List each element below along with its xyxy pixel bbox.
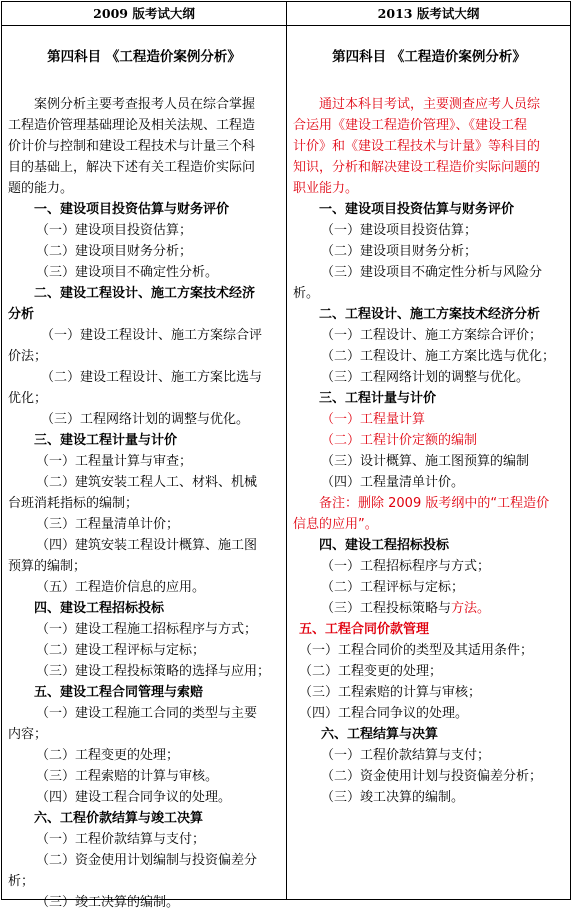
list-item: （一）工程量计算	[321, 412, 426, 427]
list-item: （二）工程设计、施工方案比选与优化；	[321, 349, 556, 364]
subject-title: 第四科目 《工程造价案例分析》	[47, 49, 241, 65]
header-2009: 2009 版考试大纲	[93, 6, 195, 21]
list-item: 析。	[293, 286, 320, 301]
list-item: 台班消耗指标的编制；	[8, 496, 139, 511]
list-item: （四）建筑安装工程设计概算、施工图	[36, 538, 258, 553]
list-item: （三）工程索赔的计算与审核。	[36, 769, 219, 784]
list-item: （二）工程变更的处理；	[299, 664, 443, 679]
column-2013	[293, 26, 565, 808]
section-heading: 四、建设工程招标投标	[319, 538, 450, 553]
list-item: （二）建设项目财务分析；	[36, 244, 193, 259]
text-line: 目的基础上，解决下述有关工程造价实际问	[8, 160, 256, 175]
text-line: 职业能力。	[293, 181, 359, 196]
list-item: （四）建设工程合同争议的处理。	[36, 790, 232, 805]
list-item: 内容；	[8, 727, 48, 742]
list-item: （二）建筑安装工程人工、材料、机械	[36, 475, 258, 490]
list-item: （一）建设项目投资估算；	[321, 223, 478, 238]
header-2013: 2013 版考试大纲	[377, 6, 480, 21]
section-heading: 六、工程结算与决算	[321, 727, 439, 742]
list-item: （一）工程招标程序与方式；	[321, 559, 491, 574]
list-item: （一）工程合同价的类型及其适用条件；	[299, 643, 534, 658]
list-item: （二）建设工程设计、施工方案比选与	[41, 370, 263, 385]
list-item: （二）工程评标与定标；	[321, 580, 465, 595]
list-item-red-text: 方法。	[451, 601, 491, 616]
syllabus-comparison-table	[1, 1, 571, 910]
list-item: （四）工程量清单计价。	[321, 475, 465, 490]
text-line: 题的能力。	[8, 181, 74, 196]
section-heading: 分析	[8, 307, 35, 322]
text-line: 通过本科目考试，主要测查应考人员综	[319, 97, 541, 112]
section-heading: 一、建设项目投资估算与财务评价	[319, 202, 515, 217]
list-item: （四）工程合同争议的处理。	[299, 706, 469, 721]
section-heading: 一、建设项目投资估算与财务评价	[34, 202, 230, 217]
column-2009	[8, 26, 280, 913]
list-item: （一）工程价款结算与支付；	[321, 748, 491, 763]
list-item: （三）建设项目不确定性分析与风险分	[321, 265, 543, 280]
section-heading: 二、工程设计、施工方案技术经济分析	[319, 307, 541, 322]
text-line: 价计价与控制和建设工程技术与计量三个科	[8, 139, 256, 154]
text-line: 工程造价管理基础理论及相关法规、工程造	[8, 118, 256, 133]
list-item: （三）工程网络计划的调整与优化。	[321, 370, 530, 385]
list-item-text: （三）工程投标策略与	[321, 601, 452, 616]
subject-title: 第四科目 《工程造价案例分析》	[332, 49, 526, 65]
list-item: （三）工程量清单计价；	[36, 517, 180, 532]
list-item: （三）设计概算、施工图预算的编制	[321, 454, 530, 469]
list-item: （二）资金使用计划编制与投资偏差分	[36, 853, 258, 868]
section-heading: 二、建设工程设计、施工方案技术经济	[34, 286, 256, 301]
section-heading: 三、建设工程计量与计价	[34, 433, 178, 448]
note-line: 信息的应用”。	[293, 517, 378, 532]
list-item: 析；	[8, 874, 35, 889]
text-line: 计价》和《建设工程技术与计量》等科目的	[293, 139, 541, 154]
list-item: 预算的编制；	[8, 559, 87, 574]
list-item: （二）工程变更的处理；	[36, 748, 180, 763]
list-item: （三）建设工程投标策略的选择与应用；	[36, 664, 271, 679]
list-item: 价法；	[8, 349, 48, 364]
text-line: 合运用《建设工程造价管理》、《建设工程	[293, 118, 528, 133]
section-heading: 四、建设工程招标投标	[34, 601, 165, 616]
list-item	[293, 598, 565, 619]
text-line: 案例分析主要考查报考人员在综合掌握	[34, 97, 256, 112]
list-item: 优化；	[8, 391, 48, 406]
list-item: （三）建设项目不确定性分析。	[36, 265, 219, 280]
list-item: （一）工程量计算与审查；	[36, 454, 193, 469]
list-item: （一）工程价款结算与支付；	[36, 832, 206, 847]
list-item: （一）工程设计、施工方案综合评价；	[321, 328, 543, 343]
list-item: （一）建设工程设计、施工方案综合评	[41, 328, 263, 343]
section-heading: 六、工程价款结算与竣工决算	[34, 811, 204, 826]
list-item: （三）竣工决算的编制。	[36, 895, 180, 910]
list-item: （二）建设项目财务分析；	[321, 244, 478, 259]
list-item: （三）工程网络计划的调整与优化。	[41, 412, 250, 427]
column-divider	[286, 2, 287, 899]
section-heading: 五、工程合同价款管理	[299, 622, 430, 637]
list-item: （一）建设工程施工合同的类型与主要	[36, 706, 258, 721]
section-heading: 五、建设工程合同管理与索赔	[34, 685, 204, 700]
list-item: （二）建设工程评标与定标；	[36, 643, 206, 658]
text-line: 知识，分析和解决建设工程造价实际问题的	[293, 160, 541, 175]
list-item: （一）建设工程施工招标程序与方式；	[36, 622, 258, 637]
list-item: （三）工程索赔的计算与审核；	[299, 685, 482, 700]
list-item: （二）资金使用计划与投资偏差分析；	[321, 769, 543, 784]
note-line: 备注：删除 2009 版考纲中的“工程造价	[319, 496, 550, 511]
list-item: （一）建设项目投资估算；	[36, 223, 193, 238]
list-item: （五）工程造价信息的应用。	[36, 580, 206, 595]
section-heading: 三、工程计量与计价	[319, 391, 437, 406]
list-item: （三）竣工决算的编制。	[321, 790, 465, 805]
list-item: （二）工程计价定额的编制	[321, 433, 478, 448]
